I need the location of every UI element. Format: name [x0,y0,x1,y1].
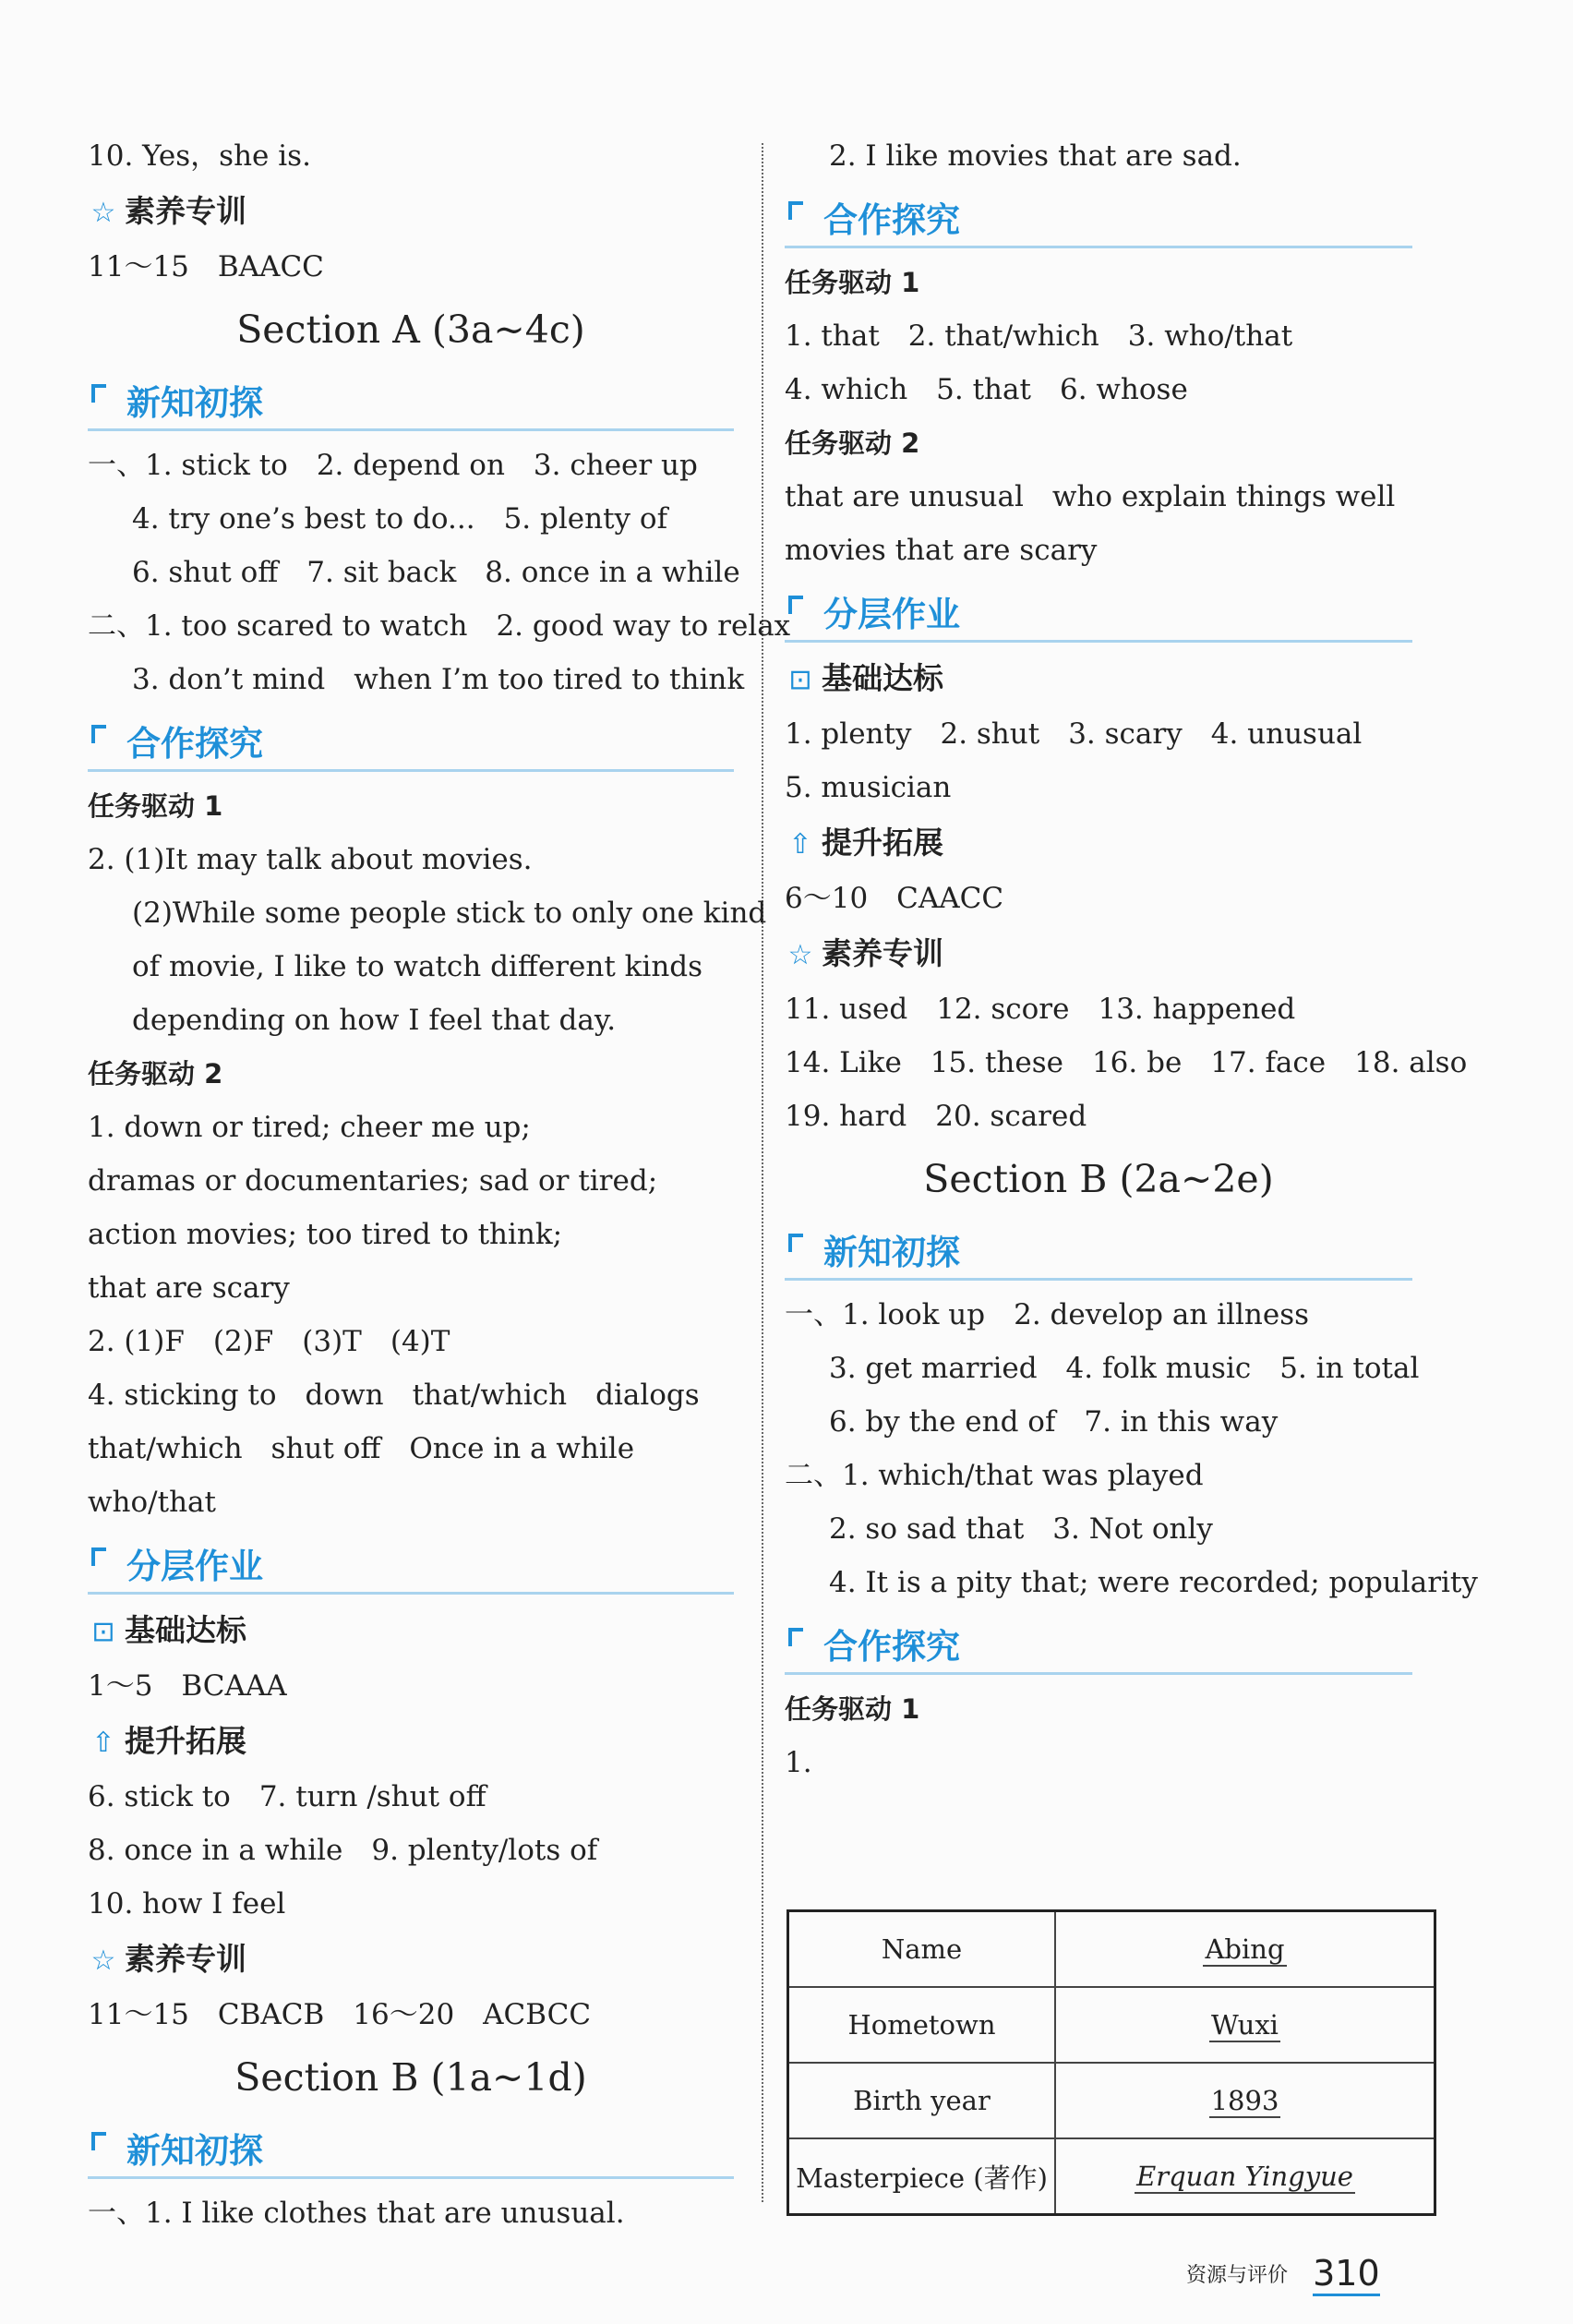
answer-line: 1～5 BCAAA [88,1669,287,1703]
answer-line: 2. (1)F (2)F (3)T (4)T [88,1325,450,1358]
page-footer [1186,2253,1380,2294]
answer-line: 1. down or tired; cheer me up; [88,1111,531,1144]
table-key: Name [788,1911,1056,1988]
subsection-heading: ☆ 素养专训 [88,1931,734,1988]
answer-line: 一、1. look up 2. develop an illness [785,1298,1310,1331]
answer-line: 1. plenty 2. shut 3. scary 4. unusual [785,717,1363,751]
answer-line: that are scary [88,1271,290,1305]
column-divider [762,143,763,2202]
bracket-icon [788,201,803,220]
subsection-heading: ⊡ 基础达标 [785,650,1412,707]
answer-line: 4. sticking to down that/which dialogs [88,1379,700,1412]
table-value: 1893 [1055,2063,1435,2138]
section-banner: 新知初探 [785,1221,1412,1281]
section-banner: 新知初探 [88,371,734,431]
answer-line: 10. Yes，she is. [88,139,311,173]
lock-icon: ⊡ [788,664,812,696]
answer-line: 二、1. too scared to watch 2. good way to relax [88,609,791,643]
task-heading: 任务驱动 1 [785,267,920,298]
subsection-heading: ⊡ 基础达标 [88,1602,734,1659]
table-row [788,2063,1435,2138]
table-value: Abing [1055,1911,1435,1988]
section-title: Section A (3a~4c) [236,307,585,352]
table-key: Hometown [788,1987,1056,2063]
answer-line: movies that are scary [785,534,1098,567]
bracket-icon [91,725,106,743]
section-banner: 合作探究 [785,1615,1412,1675]
answer-line: 11～15 CBACB 16～20 ACBCC [88,1998,592,2031]
answer-line: 3. don’t mind when I’m too tired to think [132,663,745,696]
answer-line: 19. hard 20. scared [785,1100,1087,1133]
section-banner: 分层作业 [785,583,1412,643]
answer-line: 11. used 12. score 13. happened [785,993,1296,1026]
answer-line: 10. how I feel [88,1887,286,1921]
star-icon: ☆ [90,1945,116,1977]
answer-line: 2. so sad that 3. Not only [829,1512,1213,1546]
bracket-icon [91,1547,106,1566]
section-title: Section B (1a~1d) [234,2055,587,2100]
star-icon: ☆ [90,197,116,229]
section-banner: 合作探究 [785,188,1412,248]
answer-line: 5. musician [785,771,952,804]
table-value: Erquan Yingyue [1055,2138,1435,2215]
bracket-icon [788,596,803,614]
star-icon: ☆ [787,939,813,971]
answer-line: of movie, I like to watch different kinds [132,950,703,983]
section-banner: 分层作业 [88,1535,734,1595]
answer-line: 一、1. stick to 2. depend on 3. cheer up [88,449,698,482]
up-arrow-icon: ⇧ [788,828,812,861]
footer-source: 资源与评价 [1186,2263,1289,2287]
section-banner: 新知初探 [88,2119,734,2179]
right-column [785,129,1478,1789]
answer-line: 4. try one’s best to do... 5. plenty of [132,502,668,536]
answer-line: who/that [88,1486,216,1519]
answer-line: 2. I like movies that are sad. [829,139,1242,173]
answer-line: 4. It is a pity that; were recorded; popularity [829,1566,1478,1599]
answer-line: that are unusual who explain things well [785,480,1396,513]
table-row [788,1987,1435,2063]
answer-line: action movies; too tired to think; [88,1218,563,1251]
answer-line: that/which shut off Once in a while [88,1432,635,1465]
answer-line: (2)While some people stick to only one kind [132,897,767,930]
bracket-icon [91,2132,106,2150]
task-heading: 任务驱动 2 [88,1058,223,1090]
answer-line: 3. get married 4. folk music 5. in total [829,1352,1420,1385]
task-heading: 任务驱动 1 [88,790,223,822]
section-title: Section B (2a~2e) [923,1157,1274,1201]
answer-line: 4. which 5. that 6. whose [785,373,1188,406]
page-number: 310 [1313,2253,1380,2296]
subsection-heading: ⇧ 提升拓展 [785,814,1412,872]
table-value: Wuxi [1055,1987,1435,2063]
bracket-icon [788,1628,803,1646]
table-row [788,2138,1435,2215]
section-banner: 合作探究 [88,712,734,772]
up-arrow-icon: ⇧ [91,1727,115,1759]
subsection-heading: ⇧ 提升拓展 [88,1713,734,1770]
answer-line: 2. (1)It may talk about movies. [88,843,533,876]
bracket-icon [91,384,106,403]
answer-line: 8. once in a while 9. plenty/lots of [88,1834,598,1867]
answer-line: 14. Like 15. these 16. be 17. face 18. also [785,1046,1468,1079]
answer-line: 6. shut off 7. sit back 8. once in a while [132,556,740,589]
task-heading: 任务驱动 2 [785,427,920,459]
table-key: Masterpiece (著作) [788,2138,1056,2215]
answer-line: 6. stick to 7. turn /shut off [88,1780,486,1813]
answer-line: 1. that 2. that/which 3. who/that [785,319,1293,353]
answer-line: 一、1. I like clothes that are unusual. [88,2197,625,2230]
table-row [788,1911,1435,1988]
task-heading: 任务驱动 1 [785,1693,920,1725]
answer-line: 6～10 CAACC [785,882,1004,915]
answer-line: depending on how I feel that day. [132,1004,617,1037]
lock-icon: ⊡ [91,1616,115,1648]
subsection-heading: ☆ 素养专训 [785,925,1412,982]
subsection-heading: ☆ 素养专训 [88,183,734,240]
answer-line: dramas or documentaries; sad or tired; [88,1164,658,1198]
answer-line: 6. by the end of 7. in this way [829,1405,1279,1439]
bracket-icon [788,1234,803,1252]
answer-line: 11～15 BAACC [88,250,324,283]
table-key: Birth year [788,2063,1056,2138]
answer-line: 二、1. which/that was played [785,1459,1204,1492]
answer-line: 1. [785,1746,812,1779]
left-column [88,129,791,2240]
info-table [786,1909,1436,2216]
